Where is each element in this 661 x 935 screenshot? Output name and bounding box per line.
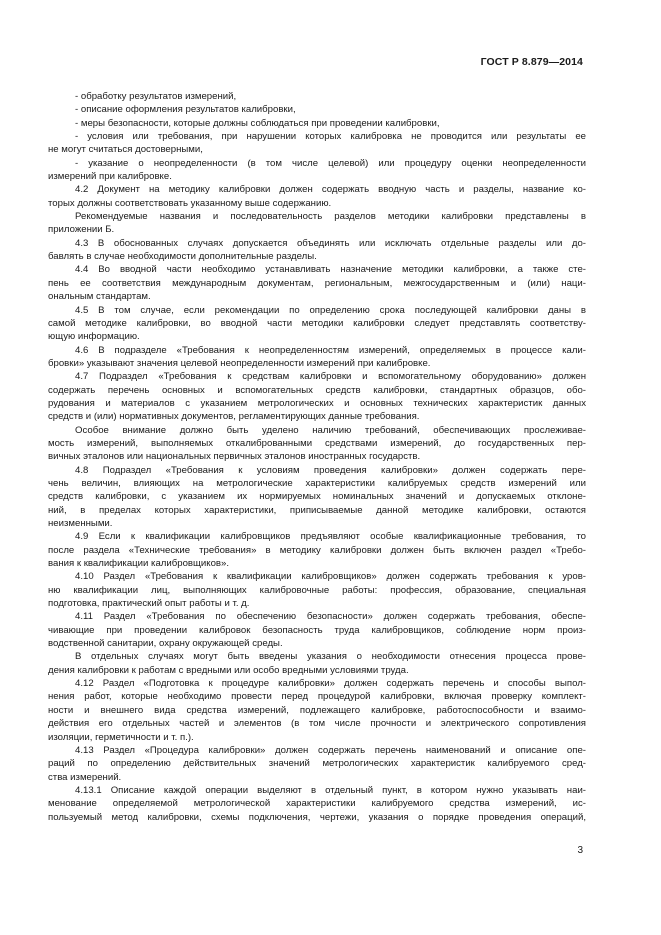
text-line: ню квалификации лиц, выполняющих калибровочные работы: профессия, образование, специальная (48, 584, 586, 596)
text-line: В отдельных случаях могут быть введены указания о необходимости отнесения процесса прове- (75, 651, 586, 663)
text-line: 4.3 В обоснованных случаях допускается объединять или исключать отдельные разделы или до- (75, 237, 586, 249)
document-body (48, 90, 586, 824)
text-line: 4.6 В подразделе «Требования к неопределенностям измерений, определяемых в процессе кали- (75, 344, 586, 356)
text-line: средств калибровки, с указанием их нормируемых номинальных значений и допускаемых отклоне- (48, 491, 586, 503)
text-line: 4.5 В том случае, если рекомендации по определению срока последующей калибровки даны в (75, 304, 586, 316)
text-line: вания к квалификации калибровщиков». (48, 558, 230, 570)
text-line: ний, в пределах которых характеристики, приписываемые данной методике калибровки, остаются (48, 504, 586, 516)
text-line: 4.11 Раздел «Требования по обеспечению безопасности» должен содержать требования, обеспе- (75, 611, 586, 623)
text-line: чень величин, влияющих на метрологические характеристики калибруемых средств измерений или (48, 477, 586, 489)
text-line: 4.9 Если к квалификации калибровщиков предъявляют особые квалификационные требования, то (75, 531, 586, 543)
text-line: нения работ, которые необходимо провести перед процедурой калибровки, включая проверку комплект- (48, 691, 586, 703)
text-line: 4.8 Подраздел «Требования к условиям проведения калибровки» должен содержать пере- (75, 464, 586, 476)
text-line: ющую информацию. (48, 331, 140, 343)
text-line: 4.13 Раздел «Процедура калибровки» должен содержать перечень наименований и описание опе- (75, 744, 586, 756)
text-line: бавлять в случае необходимости дополнительные разделы. (48, 251, 317, 263)
text-line: вичных эталонов или национальных первичных эталонов иностранных государств. (48, 451, 421, 463)
text-line: пень ее соответствия международным документам, региональным, межгосударственным и (или) наци- (48, 277, 586, 289)
text-line: 4.2 Документ на методику калибровки должен содержать вводную часть и разделы, название ко- (75, 184, 586, 196)
text-line: не могут считаться достоверными, (48, 144, 203, 156)
text-line: - обработку результатов измерений, (75, 91, 237, 102)
text-line: мость измерений, выполняемых откалиброванными средствами измерений, до государственных пер- (48, 437, 586, 449)
text-line: раций по определению действительных значений метрологических характеристик калибруемого сред- (48, 758, 586, 770)
text-line: самой методике калибровки, во вводной части методики калибровки следует представлять соответству- (48, 317, 586, 329)
text-line: ональным стандартам. (48, 291, 151, 303)
text-line: 4.13.1 Описание каждой операции выделяют в отдельный пункт, в котором нужно указывать наи- (75, 784, 586, 796)
text-line: ства измерений. (48, 771, 122, 783)
text-line: менование определяемой метрологической характеристики калибруемого средства измерений, ис- (48, 798, 586, 810)
text-line: содержать перечень основных и вспомогательных средств калибровки, стандартных образцов, обо- (48, 384, 586, 396)
text-line: водственной санитарии, охрану окружающей среды. (48, 638, 283, 650)
text-line: пользуемый метод калибровки, схемы подключения, чертежи, указания о порядке проведения операций, (48, 811, 586, 823)
text-line: неизменными. (48, 518, 113, 529)
text-line: рудования и материалов с указанием метрологических и основных технических характеристик данных (48, 397, 586, 409)
standard-header: ГОСТ Р 8.879—2014 (480, 56, 583, 68)
text-line: 4.4 Во вводной части необходимо устанавливать назначение методики калибровки, а также сте- (75, 264, 586, 276)
text-line: после раздела «Технические требования» в методику калибровки должен быть включен раздел «Требо- (48, 544, 586, 556)
text-line: измерений при калибровке. (48, 171, 172, 183)
text-line: - описание оформления результатов калибровки, (75, 104, 296, 116)
text-line: дения калибровки к работам с вредными или особо вредными условиями труда. (48, 664, 409, 676)
text-line: чивающие при проведении калибровок безопасность труда калибровщиков, соблюдение норм произ- (48, 624, 586, 636)
text-line: торых должны соответствовать указанному выше содержанию. (48, 197, 332, 209)
text-line: 4.7 Подраздел «Требования к средствам калибровки и вспомогательному оборудованию» должен (75, 371, 586, 383)
text-line: - указание о неопределенности (в том числе целевой) или процедуру оценки неопределенности (75, 157, 586, 169)
text-line: приложении Б. (48, 224, 115, 236)
text-line: изоляции, герметичности и т. п.). (48, 731, 194, 743)
page-number: 3 (577, 845, 583, 856)
text-line: средств и (или) нормативных документов, регламентирующих данные требования. (48, 411, 420, 423)
text-line: - меры безопасности, которые должны соблюдаться при проведении калибровки, (75, 117, 440, 129)
text-line: бровки» указывают значения целевой неопределенности измерений при калибровке. (48, 357, 431, 369)
text-line: 4.10 Раздел «Требования к квалификации калибровщиков» должен содержать требования к уров- (75, 571, 586, 583)
text-line: действия его отдельных частей и элементов (в том числе прочности и электрического сопротивления (48, 718, 586, 730)
text-line: ности и внешнего вида средства измерений, подлежащего калибровке, работоспособности и взаимо- (48, 704, 586, 716)
text-line: Рекомендуемые названия и последовательность разделов методики калибровки представлены в (75, 211, 586, 223)
text-line: подготовка, практический опыт работы и т. д. (48, 598, 250, 610)
text-line: 4.12 Раздел «Подготовка к процедуре калибровки» должен содержать перечень и способы выпол- (75, 678, 586, 690)
text-line: Особое внимание должно быть уделено наличию требований, обеспечивающих прослеживае- (75, 424, 586, 436)
text-line: - условия или требования, при нарушении которых калибровка не проводится или результаты ее (75, 131, 586, 143)
